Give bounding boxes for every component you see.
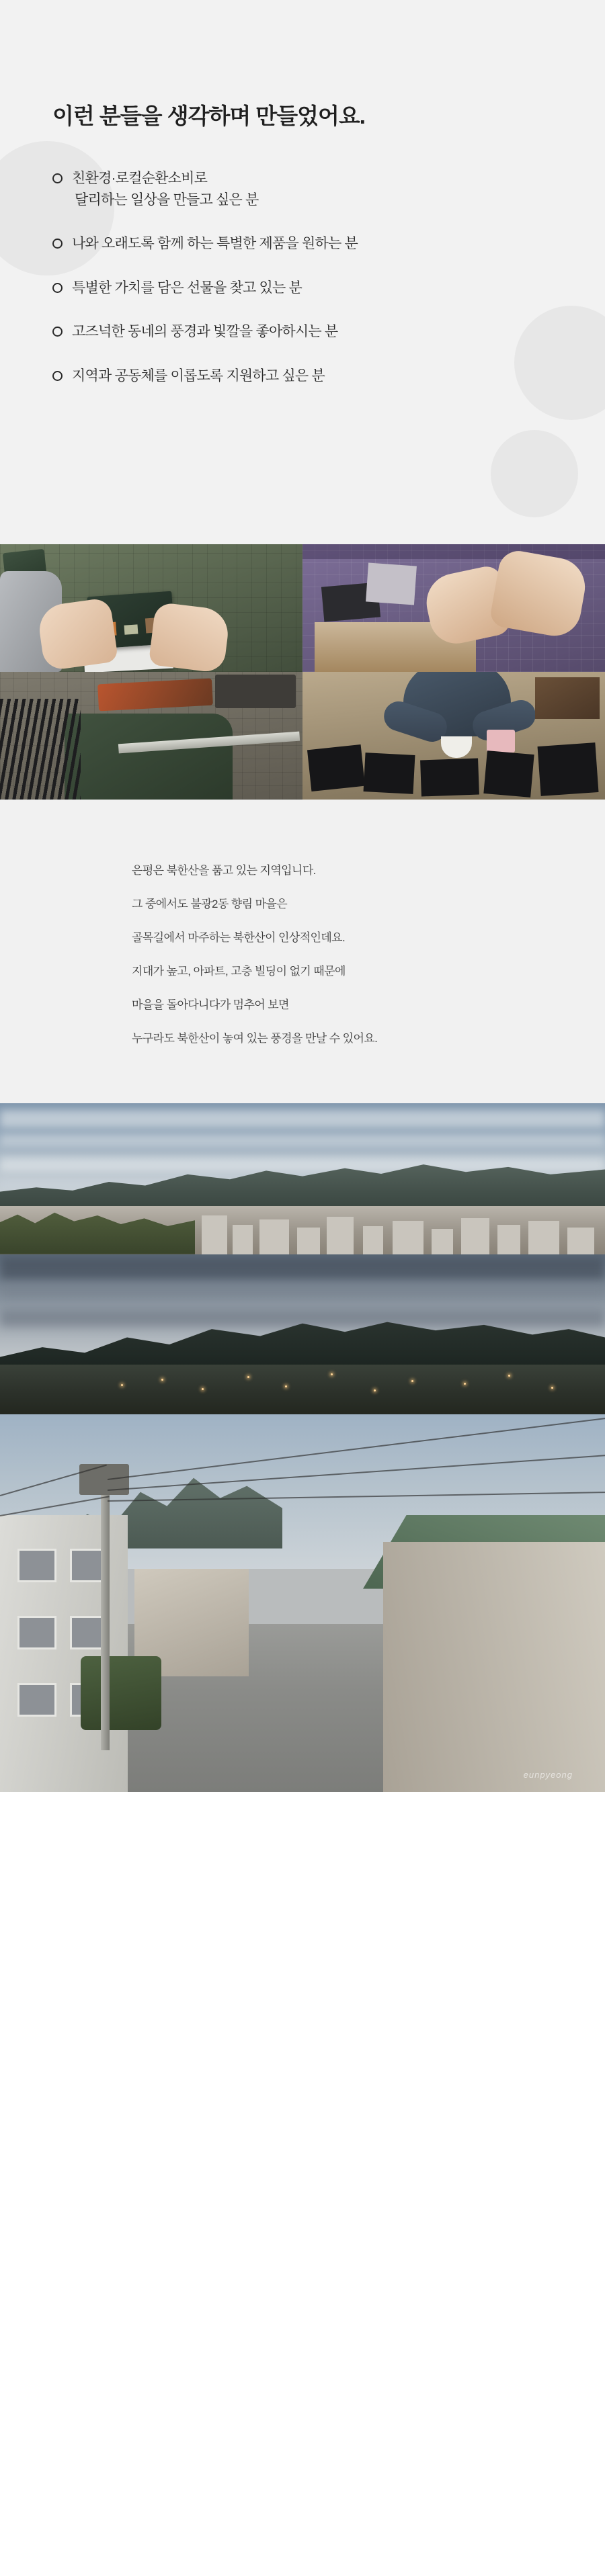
photo-signature: eunpyeong <box>523 1769 573 1780</box>
transformer-box <box>79 1464 129 1495</box>
town-light <box>508 1375 510 1377</box>
hedge <box>81 1656 161 1730</box>
building <box>497 1225 520 1254</box>
black-leather-piece <box>420 759 479 797</box>
list-item <box>52 321 605 343</box>
alley-photo <box>0 1414 605 1792</box>
building <box>393 1221 424 1254</box>
window <box>17 1683 56 1717</box>
town-light <box>121 1384 123 1386</box>
landscape-photo-dusk <box>0 1254 605 1414</box>
black-leather-piece <box>364 753 415 794</box>
workshop-photo-1 <box>0 544 302 672</box>
landscape-photo-daytime <box>0 1103 605 1254</box>
cardboard-box <box>535 677 600 719</box>
town-light <box>161 1379 163 1381</box>
list-item-label: 고즈넉한 동네의 풍경과 빛깔을 좋아하시는 분 <box>72 324 338 340</box>
template-piece <box>366 563 417 605</box>
building <box>567 1228 594 1254</box>
list-item-label-second-line: 달리하는 일상을 만들고 싶은 분 <box>75 191 259 208</box>
black-leather-piece <box>307 744 365 791</box>
intro-section <box>0 0 605 544</box>
building <box>259 1219 289 1254</box>
building <box>233 1225 253 1254</box>
circle-bullet-icon <box>52 327 63 337</box>
building <box>432 1229 453 1254</box>
list-item-label: 나와 오래도록 함께 하는 특별한 제품을 원하는 분 <box>72 236 358 252</box>
building <box>327 1217 354 1254</box>
story-line: 마을을 돌아다니다가 멈추어 보면 <box>132 998 289 1011</box>
list-item <box>52 277 605 299</box>
detail-patch <box>124 624 138 634</box>
parts-tray <box>215 675 296 708</box>
cloud-band <box>0 1134 605 1146</box>
town-light <box>202 1388 204 1390</box>
pink-pouch <box>487 730 515 753</box>
town-light <box>411 1380 413 1382</box>
story-line: 골목길에서 마주하는 북한산이 인상적인데요. <box>132 931 346 944</box>
list-item-label: 특별한 가치를 담은 선물을 찾고 있는 분 <box>72 280 302 296</box>
black-leather-piece <box>538 742 599 796</box>
right-house <box>383 1542 605 1792</box>
town-at-night <box>0 1365 605 1414</box>
window <box>17 1616 56 1649</box>
town-light <box>285 1385 287 1387</box>
workshop-photo-4 <box>302 672 605 800</box>
circle-bullet-icon <box>52 239 63 249</box>
list-item <box>52 366 605 387</box>
building <box>297 1228 320 1254</box>
circle-bullet-icon <box>52 173 63 183</box>
workshop-photo-grid <box>0 544 605 800</box>
story-line: 은평은 북한산을 품고 있는 지역입니다. <box>132 864 316 877</box>
list-item <box>52 168 605 210</box>
target-audience-list <box>52 168 605 386</box>
page-title: 이런 분들을 생각하며 만들었어요. <box>52 103 365 128</box>
list-item <box>52 233 605 255</box>
circle-bullet-icon <box>52 371 63 381</box>
table-edge <box>302 544 605 559</box>
cut-leather-strips <box>0 699 81 800</box>
cloud-band <box>0 1284 605 1299</box>
utility-pole <box>101 1468 110 1750</box>
story-line: 그 중에서도 불광2동 향림 마을은 <box>132 897 288 910</box>
story-section <box>0 800 605 1103</box>
story-line: 지대가 높고, 아파트, 고층 빌딩이 없기 때문에 <box>132 964 346 978</box>
cloud-band <box>0 1257 605 1280</box>
town-light <box>551 1387 553 1389</box>
workshop-photo-2 <box>302 544 605 672</box>
cloud-band <box>0 1110 605 1127</box>
building <box>528 1221 559 1254</box>
town-light <box>464 1383 466 1385</box>
building <box>202 1215 227 1254</box>
list-item-label: 친환경·로컬순환소비로 <box>72 171 208 187</box>
green-leather-hide <box>65 714 233 800</box>
town-light <box>247 1376 249 1378</box>
window <box>17 1549 56 1582</box>
town-light <box>331 1373 333 1375</box>
decorative-circle-right-lower <box>491 430 578 517</box>
town-light <box>374 1389 376 1391</box>
black-leather-piece <box>483 750 534 798</box>
building <box>461 1218 489 1254</box>
story-line: 누구라도 북한산이 놓여 있는 풍경을 만날 수 있어요. <box>132 1031 378 1045</box>
building <box>363 1226 383 1254</box>
list-item-label: 지역과 공동체를 이롭도록 지원하고 싶은 분 <box>72 368 325 384</box>
circle-bullet-icon <box>52 283 63 293</box>
workshop-photo-3 <box>0 672 302 800</box>
